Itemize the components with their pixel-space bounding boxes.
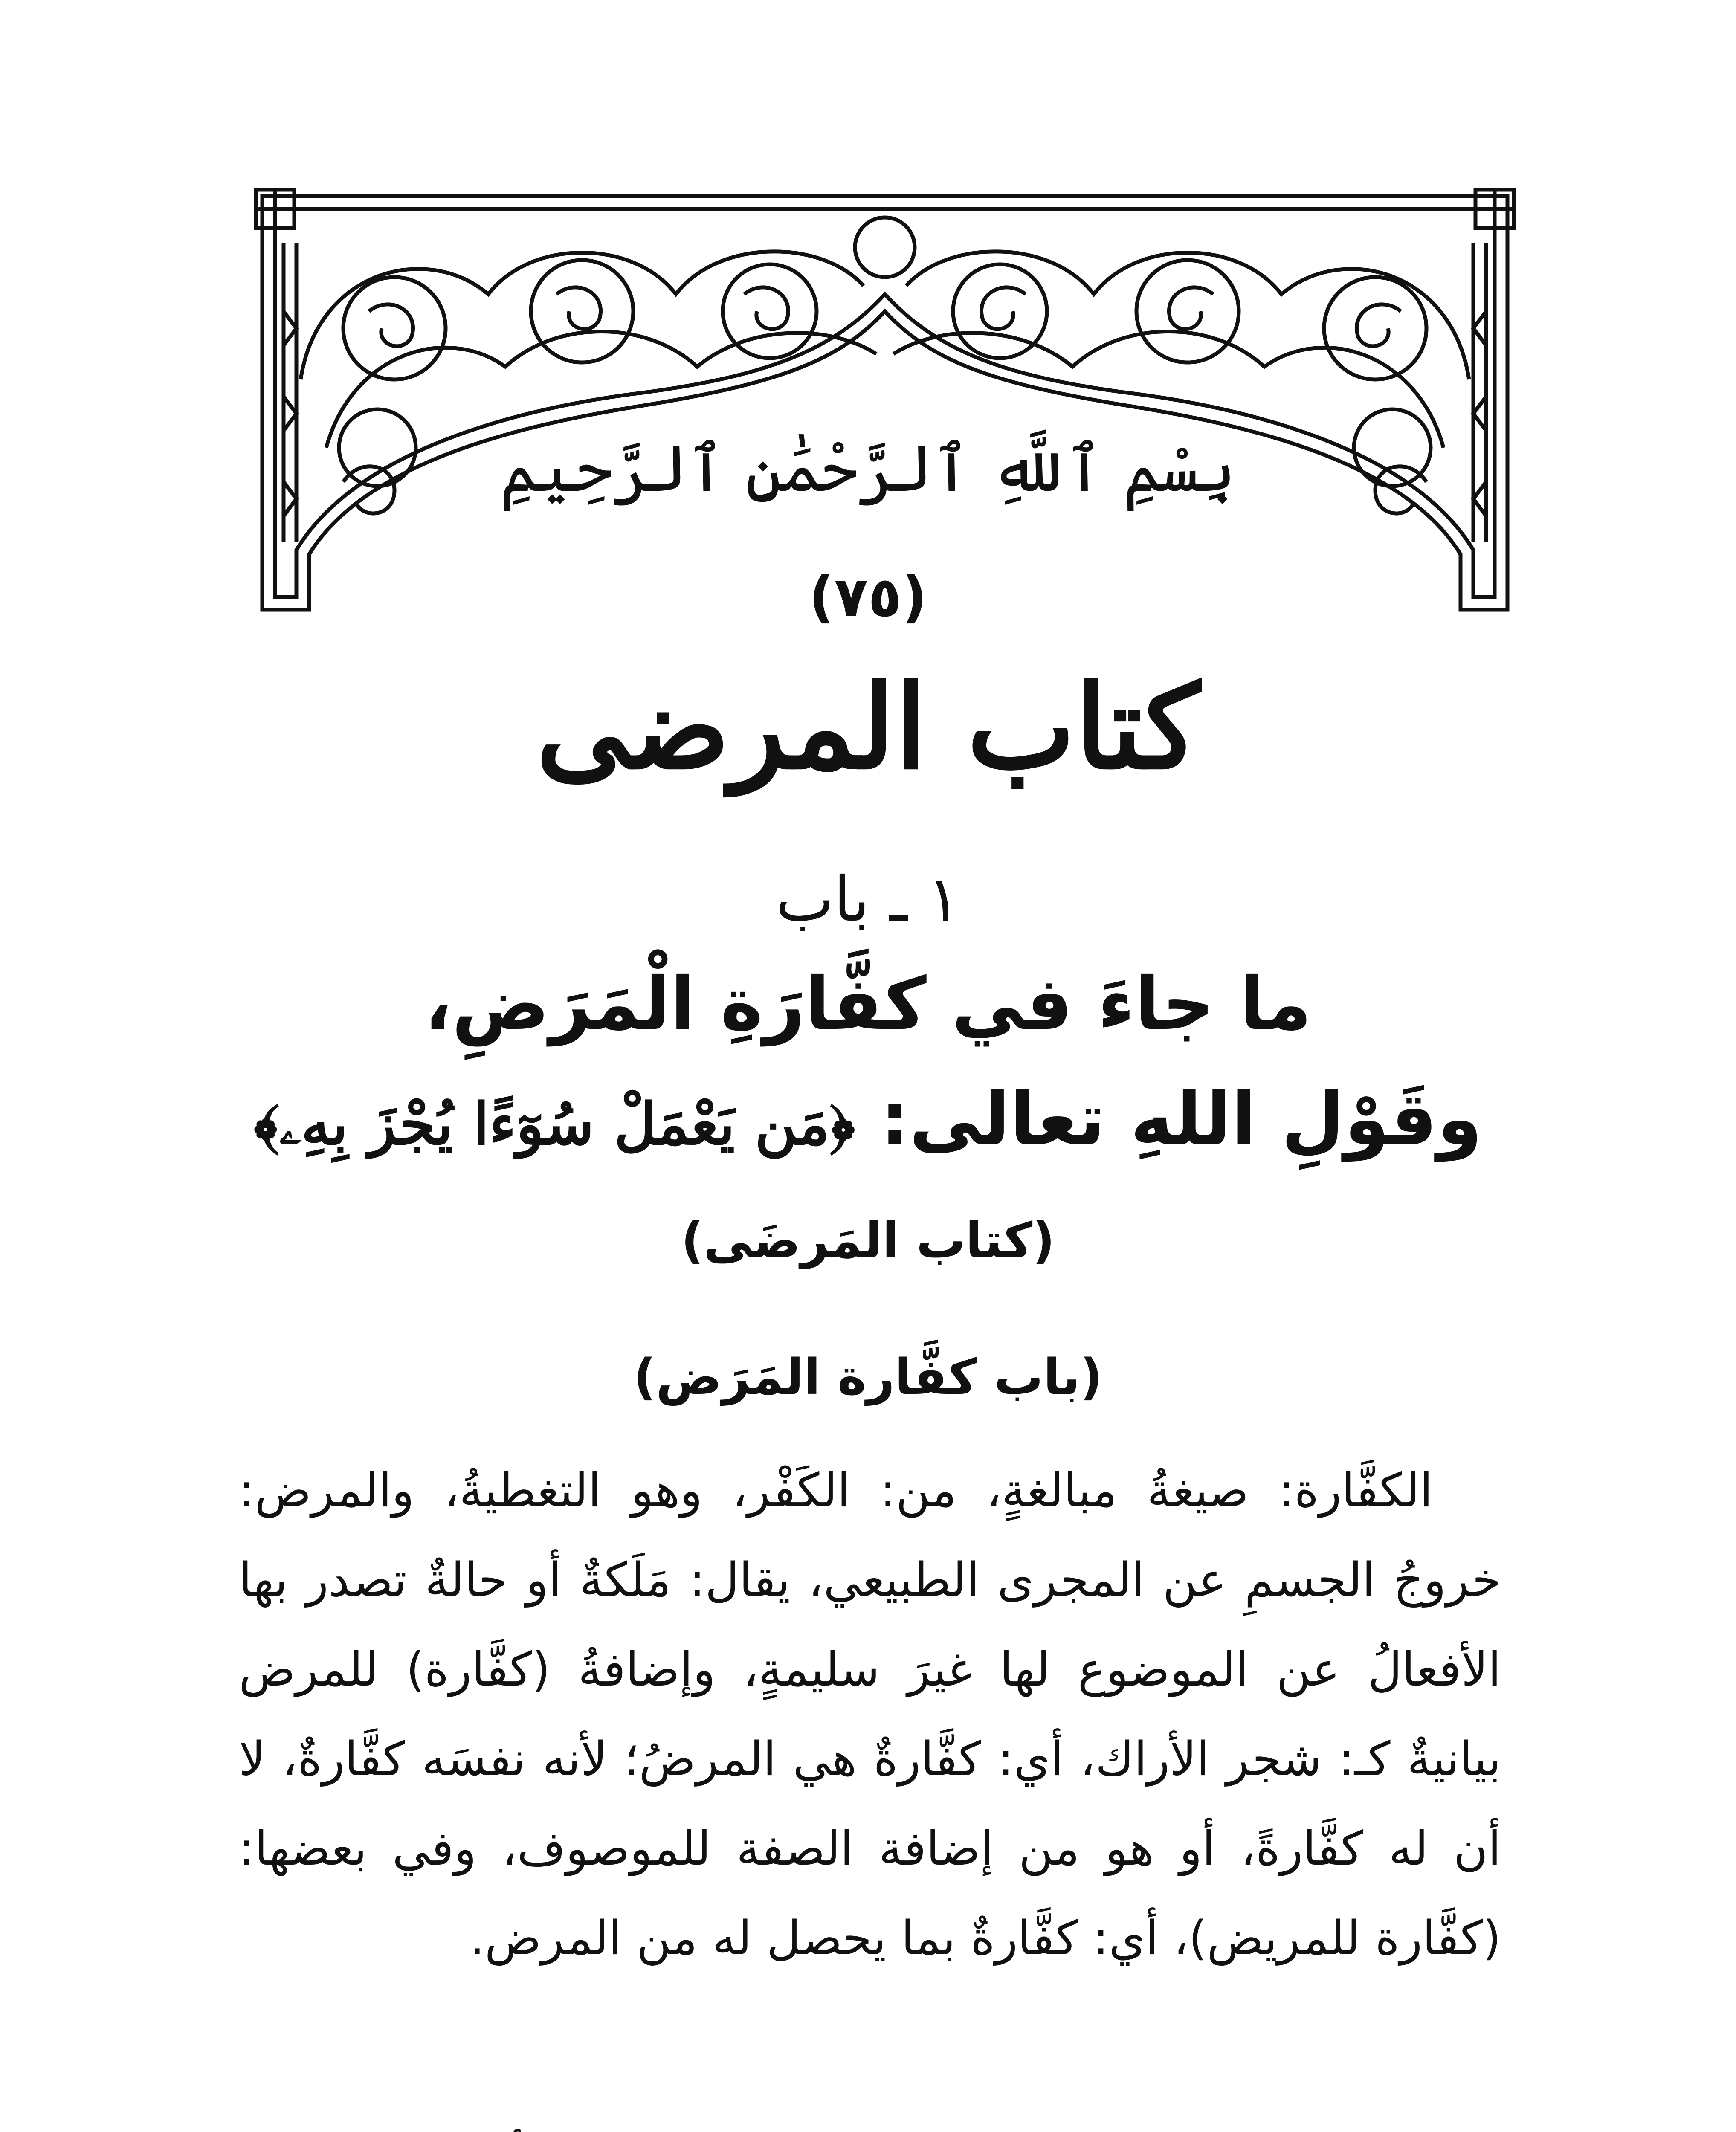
chapter-title-prefix: وقَوْلِ اللهِ تعالى: — [880, 1077, 1482, 1162]
basmala: بِسْمِ ٱللَّهِ ٱلرَّحْمَٰنِ ٱلرَّحِيمِ — [500, 432, 1236, 506]
quran-verse: ﴿مَن يَعْمَلْ سُوٓءًا يُجْزَ بِهِۦ﴾ — [254, 1090, 855, 1158]
chapter-title-line1: ما جاءَ في كفَّارَةِ الْمَرَضِ، — [424, 962, 1312, 1046]
book-title: كتاب المرضى — [536, 659, 1200, 795]
commentary-paragraph-1 — [239, 1445, 1501, 1983]
chapter-title-line2 — [0, 1070, 1736, 1173]
commentary-paragraph-2 — [239, 2115, 1501, 2132]
paragraph-1-text: الكفَّارة: صيغةُ مبالغةٍ، من: الكَفْر، وهو التغطيةُ، والمرض: خروجُ الجسمِ عن المجرى الطبيعي، يقال: مَلَكةٌ أو حالةٌ تصدر بها الأفعالُ عن الموضوع لها غيرَ سليمةٍ، وإضافةُ (كفَّارة) للمرض بيانيةٌ كـ: شجر الأراك، أي: كفَّارةٌ هي المرضُ؛ لأنه نفسَه كفَّارةٌ، لا أن له كفَّارةً، أو هو من إضافة الصفة للموصوف، وفي بعضها: (كفَّارة للمريض)، أي: كفَّارةٌ بما يحصل له من المرض. — [239, 1463, 1501, 1965]
commentary-chapter-heading: (باب كفَّارة المَرَض) — [633, 1349, 1103, 1406]
commentary-book-heading: (كتاب المَرضَى) — [681, 1212, 1055, 1269]
chapter-number: ١ ـ باب — [775, 863, 961, 936]
book-number: (٧٥) — [809, 565, 927, 629]
